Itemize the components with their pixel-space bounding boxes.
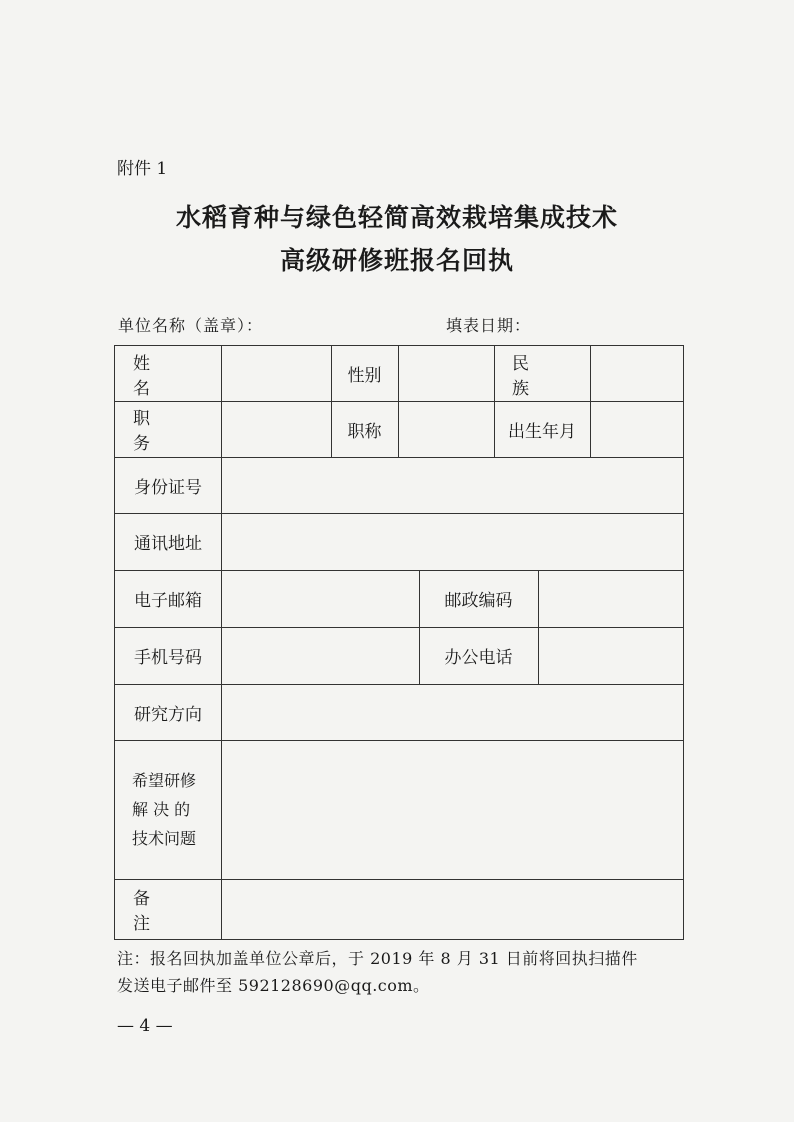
address-label: 通讯地址 <box>134 534 202 554</box>
remarks-label: 备 注 <box>133 889 168 934</box>
research-direction-label: 研究方向 <box>134 704 202 725</box>
document-title: 水稻育种与绿色轻简高效栽培集成技术 <box>175 203 618 232</box>
id-number-label: 身份证号 <box>134 477 202 498</box>
note-line: 发送电子邮件至 592128690@qq.com。 <box>117 976 430 995</box>
office-phone-label: 办公电话 <box>444 648 513 668</box>
technical-problems-label <box>115 740 221 879</box>
submission-note <box>117 945 687 999</box>
attachment-label: 附件 1 <box>117 159 168 179</box>
technical-problems-line: 技术问题 <box>132 829 197 848</box>
fill-date-label: 填表日期： <box>446 316 532 335</box>
ethnicity-label: 民 族 <box>512 353 547 399</box>
page-number: — 4 — <box>117 1016 173 1036</box>
mobile-label: 手机号码 <box>134 648 202 668</box>
document-subtitle: 高级研修班报名回执 <box>279 246 514 275</box>
unit-name-label: 单位名称（盖章）： <box>118 316 264 335</box>
column-divider <box>590 346 591 457</box>
name-label: 姓 名 <box>133 353 168 399</box>
technical-problems-line: 解 决 的 <box>132 800 191 819</box>
note-line: 注：报名回执加盖单位公章后，于 2019 年 8 月 31 日前将回执扫描件 <box>117 949 638 968</box>
birth-date-label: 出生年月 <box>508 421 576 442</box>
postcode-label: 邮政编码 <box>444 591 513 611</box>
gender-label: 性别 <box>347 366 382 386</box>
position-label: 职 务 <box>133 409 168 454</box>
column-divider <box>398 346 399 457</box>
job-title-label: 职称 <box>347 421 382 442</box>
column-divider <box>538 570 539 684</box>
registration-form-table <box>114 345 684 940</box>
technical-problems-line: 希望研修 <box>132 771 197 790</box>
email-label: 电子邮箱 <box>134 591 202 611</box>
column-divider <box>221 346 222 939</box>
